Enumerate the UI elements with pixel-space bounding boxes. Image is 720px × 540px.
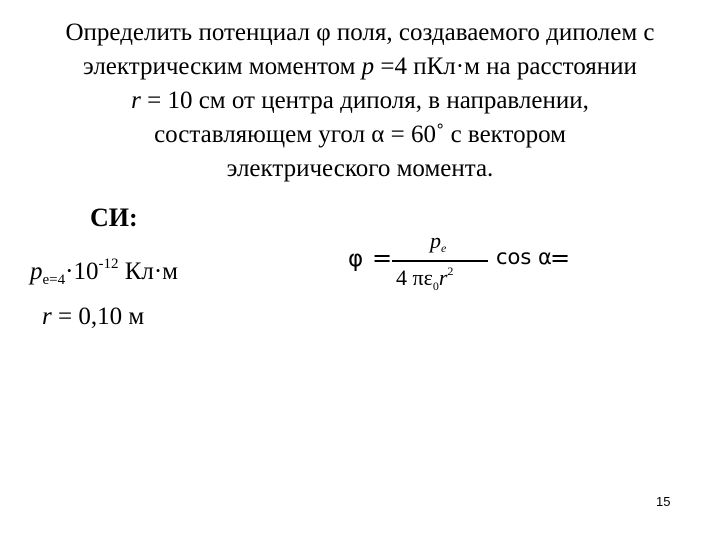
formula-denominator — [396, 264, 453, 294]
given-p-subscript: e=4 — [42, 272, 66, 288]
formula-denominator-subscript: 0 — [432, 279, 439, 293]
potential-formula — [346, 228, 576, 298]
problem-line-5: электрического момента. — [226, 155, 494, 182]
formula-cos-term: cos α — [496, 245, 552, 269]
given-p-multiplier: ·10 — [65, 258, 99, 285]
problem-line-1: Определить потенциал φ поля, создаваемого диполем с — [65, 19, 655, 46]
distance-symbol: r — [131, 87, 141, 114]
dipole-moment-symbol: p — [361, 53, 375, 80]
formula-numerator-subscript: e — [441, 241, 447, 255]
fraction-bar — [392, 260, 488, 262]
given-distance — [42, 303, 144, 331]
given-r-symbol: r — [42, 303, 52, 330]
formula-equals-sign: = — [372, 244, 393, 272]
given-r-value: = 0,10 м — [51, 303, 145, 330]
given-dipole-moment — [30, 256, 178, 289]
formula-denominator-power: 2 — [447, 264, 454, 278]
formula-numerator — [430, 228, 446, 256]
problem-line-3 — [10, 84, 710, 118]
page-number: 15 — [656, 494, 671, 509]
problem-line-4: составляющем угол α = 60˚ с вектором — [154, 121, 566, 148]
problem-line-3-text: = 10 см от центра диполя, в направлении, — [140, 87, 589, 114]
formula-trailing-equals: = — [550, 244, 571, 272]
formula-phi: φ — [348, 246, 364, 272]
problem-line-2-text-b: =4 пКл·м на расстоянии — [374, 53, 637, 80]
problem-statement — [10, 16, 710, 186]
formula-denominator-prefix: 4 πε — [396, 265, 433, 290]
si-heading: СИ: — [90, 203, 138, 232]
given-p-exponent: -12 — [98, 256, 119, 272]
given-p-unit: Кл·м — [118, 258, 178, 285]
given-p-symbol: p — [30, 258, 43, 285]
problem-line-2-text-a: электрическим моментом — [83, 53, 362, 80]
formula-numerator-symbol: p — [430, 228, 441, 253]
formula-denominator-var: r — [438, 265, 448, 290]
problem-line-2 — [10, 50, 710, 84]
